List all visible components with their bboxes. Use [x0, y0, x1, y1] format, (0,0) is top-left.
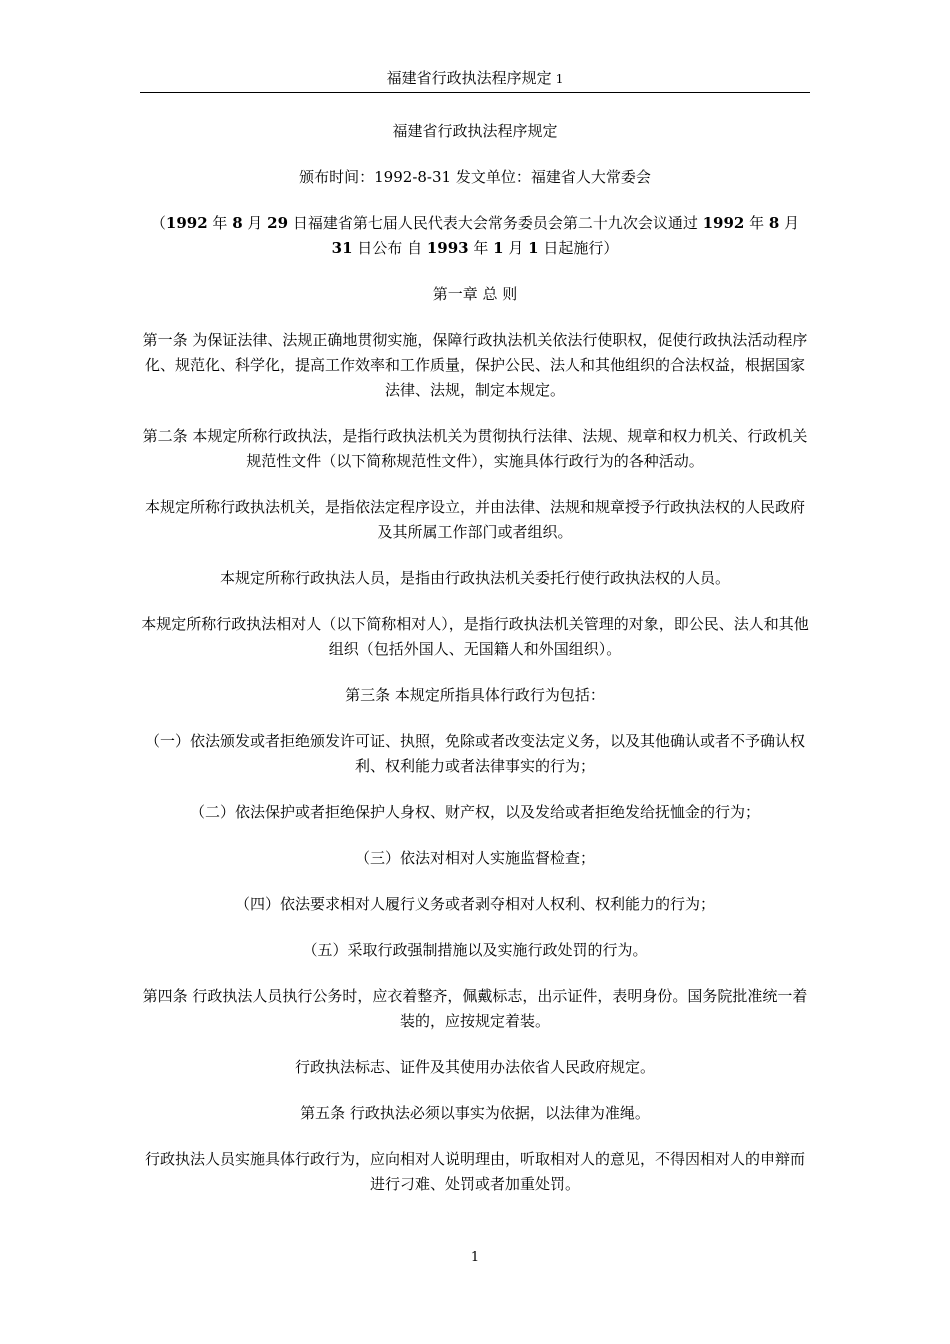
publication-meta: 颁布时间：1992-8-31 发文单位：福建省人大常委会: [299, 168, 651, 186]
article-4-para-2: 行政执法标志、证件及其使用办法依省人民政府规定。: [294, 1058, 655, 1076]
page-footer: [140, 1250, 810, 1265]
article-3-item-1: （一）依法颁发或者拒绝颁发许可证、执照，免除或者改变法定义务，以及其他确认或者不予确认权利、权利能力或者法律事实的行为；: [144, 732, 805, 775]
article-2-para-4: 本规定所称行政执法相对人（以下简称相对人），是指行政执法机关管理的对象，即公民、法人和其他组织（包括外国人、无国籍人和外国组织）。: [141, 615, 809, 658]
article-3-item-2: （二）依法保护或者拒绝保护人身权、财产权，以及发给或者拒绝发给抚恤金的行为；: [189, 803, 760, 821]
header-page-number: 1: [555, 72, 564, 86]
chapter-heading: 第一章 总 则: [432, 285, 518, 303]
article-5: 第五条 行政执法必须以事实为依据，以法律为准绳。: [300, 1104, 650, 1122]
footer-page-number: 1: [470, 1250, 480, 1265]
article-1: 第一条 为保证法律、法规正确地贯彻实施，保障行政执法机关依法行使职权，促使行政执法活动程序化、规范化、科学化，提高工作效率和工作质量，保护公民、法人和其他组织的合法权益，根据国家法律、法规，制定本规定。: [142, 331, 808, 399]
article-3-item-4: （四）依法要求相对人履行义务或者剥夺相对人权利、权利能力的行为；: [234, 895, 715, 913]
article-3-item-5: （五）采取行政强制措施以及实施行政处罚的行为。: [302, 941, 648, 959]
article-4: 第四条 行政执法人员执行公务时，应衣着整齐，佩戴标志，出示证件，表明身份。国务院批准统一着装的，应按规定着装。: [142, 987, 808, 1030]
article-2: 第二条 本规定所称行政执法，是指行政执法机关为贯彻执行法律、法规、规章和权力机关、行政机关规范性文件（以下简称规范性文件），实施具体行政行为的各种活动。: [142, 427, 808, 470]
article-3: 第三条 本规定所指具体行政行为包括：: [345, 686, 605, 704]
adoption-note: （1992 年 8 月 29 日福建省第七届人民代表大会常务委员会第二十九次会议通过 1992 年 8 月 31 日公布 自 1993 年 1 月 1 日起施行）: [150, 214, 800, 257]
header-rule: [140, 92, 810, 93]
document-body: [140, 108, 810, 1218]
document-title: 福建省行政执法程序规定: [392, 122, 558, 140]
running-header: [140, 68, 810, 89]
article-2-para-2: 本规定所称行政执法机关，是指依法定程序设立，并由法律、法规和规章授予行政执法权的人民政府及其所属工作部门或者组织。: [144, 498, 805, 541]
header-title: 福建省行政执法程序规定: [386, 69, 552, 87]
article-5-para-2: 行政执法人员实施具体行政行为，应向相对人说明理由，听取相对人的意见，不得因相对人的申辩而进行刁难、处罚或者加重处罚。: [144, 1150, 805, 1193]
article-3-item-3: （三）依法对相对人实施监督检查；: [354, 849, 595, 867]
article-2-para-3: 本规定所称行政执法人员，是指由行政执法机关委托行使行政执法权的人员。: [219, 569, 730, 587]
